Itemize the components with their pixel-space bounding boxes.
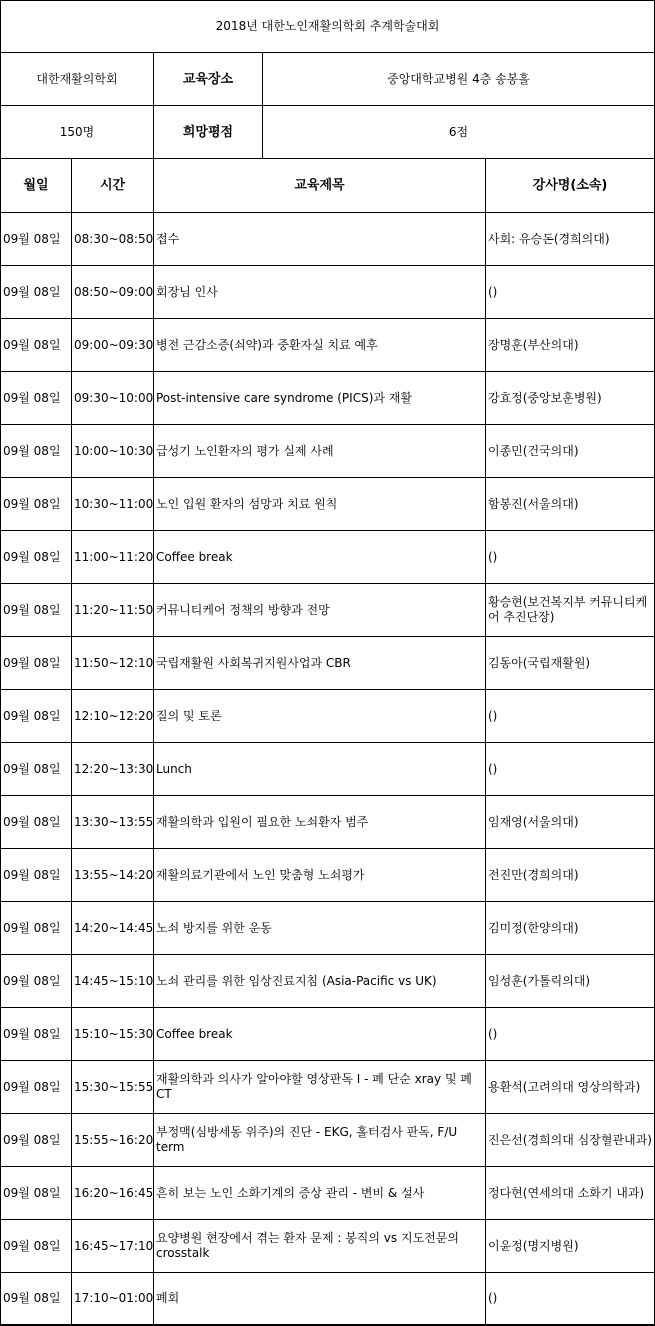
row-speaker: ()	[488, 708, 498, 723]
row-subject: 병전 근감소증(쇠약)과 중환자실 치료 예후	[154, 319, 486, 371]
row-speaker: 함봉진(서울의대)	[488, 496, 579, 511]
capacity-cell: 150명	[1, 106, 154, 158]
row-subject: 재활의학과 입원이 필요한 노쇠환자 범주	[154, 796, 486, 848]
header-time: 시간	[72, 159, 154, 212]
row-subject: Lunch	[154, 743, 486, 795]
row-time: 10:30~11:00	[72, 478, 154, 530]
row-subject: 접수	[154, 213, 486, 265]
row-speaker: 이윤정(명지병원)	[488, 1238, 579, 1253]
table-row	[1, 849, 654, 902]
info-row-venue	[1, 53, 654, 106]
info-row-credit	[1, 106, 654, 159]
row-date: 09월 08일	[1, 1220, 72, 1272]
header-date: 월일	[1, 159, 72, 212]
document-title: 2018년 대한노인재활의학회 추계학술대회	[215, 19, 440, 33]
table-row	[1, 743, 654, 796]
row-date: 09월 08일	[1, 743, 72, 795]
table-row	[1, 637, 654, 690]
row-date: 09월 08일	[1, 796, 72, 848]
row-date: 09월 08일	[1, 955, 72, 1007]
row-subject: 회장님 인사	[154, 266, 486, 318]
row-subject: Coffee break	[154, 1008, 486, 1060]
table-row	[1, 955, 654, 1008]
row-date: 09월 08일	[1, 637, 72, 689]
row-subject: 노쇠 방지를 위한 운동	[154, 902, 486, 954]
table-row	[1, 1220, 654, 1273]
row-time: 09:30~10:00	[72, 372, 154, 424]
row-subject: 노쇠 관리를 위한 임상진료지침 (Asia-Pacific vs UK)	[154, 955, 486, 1007]
row-time: 15:30~15:55	[72, 1061, 154, 1113]
row-speaker: 정다현(연세의대 소화기 내과)	[488, 1185, 645, 1200]
row-speaker: 장명훈(부산의대)	[488, 337, 579, 352]
row-speaker: ()	[488, 1026, 498, 1041]
row-subject: Coffee break	[154, 531, 486, 583]
table-row	[1, 319, 654, 372]
row-time: 13:55~14:20	[72, 849, 154, 901]
row-speaker: 김미정(한양의대)	[488, 920, 579, 935]
row-date: 09월 08일	[1, 1114, 72, 1166]
row-subject: 커뮤니티케어 정책의 방향과 전망	[154, 584, 486, 636]
table-row	[1, 796, 654, 849]
row-time: 11:20~11:50	[72, 584, 154, 636]
row-subject: 재활의료기관에서 노인 맞춤형 노쇠평가	[154, 849, 486, 901]
row-date: 09월 08일	[1, 849, 72, 901]
row-date: 09월 08일	[1, 478, 72, 530]
row-speaker: 사회: 유승돈(경희의대)	[488, 231, 610, 246]
row-date: 09월 08일	[1, 902, 72, 954]
row-speaker: 이종민(건국의대)	[488, 443, 579, 458]
row-time: 12:20~13:30	[72, 743, 154, 795]
credit-label: 희망평점	[154, 106, 263, 158]
row-time: 08:50~09:00	[72, 266, 154, 318]
row-date: 09월 08일	[1, 584, 72, 636]
venue-value: 중앙대학교병원 4층 송봉홀	[387, 71, 530, 86]
row-date: 09월 08일	[1, 1008, 72, 1060]
title-row	[1, 1, 654, 53]
row-date: 09월 08일	[1, 1061, 72, 1113]
table-row	[1, 531, 654, 584]
row-time: 17:10~01:00	[72, 1273, 154, 1324]
table-row	[1, 584, 654, 637]
row-time: 11:50~12:10	[72, 637, 154, 689]
row-time: 09:00~09:30	[72, 319, 154, 371]
row-subject: 폐회	[154, 1273, 486, 1324]
table-row	[1, 478, 654, 531]
table-row	[1, 372, 654, 425]
row-speaker: 황승현(보건복지부 커뮤니티케어 추진단장)	[488, 595, 648, 624]
row-subject: 노인 입원 환자의 섬망과 치료 원칙	[154, 478, 486, 530]
row-subject: 흔히 보는 노인 소화기계의 증상 관리 - 변비 & 설사	[154, 1167, 486, 1219]
row-speaker: 전진만(경희의대)	[488, 867, 579, 882]
row-time: 16:45~17:10	[72, 1220, 154, 1272]
table-row	[1, 690, 654, 743]
credit-value: 6점	[448, 124, 469, 139]
row-time: 10:00~10:30	[72, 425, 154, 477]
header-speaker: 강사명(소속)	[532, 178, 608, 193]
row-speaker: 김동아(국립재활원)	[488, 655, 591, 670]
organizer-cell: 대한재활의학회	[1, 53, 154, 105]
row-speaker: 강효정(중앙보훈병원)	[488, 390, 602, 405]
row-subject: 부정맥(심방세동 위주)의 진단 - EKG, 홀터검사 판독, F/U term	[154, 1114, 486, 1166]
row-speaker: 임성훈(가톨릭의대)	[488, 973, 591, 988]
table-row	[1, 1273, 654, 1325]
row-subject: 국립재활원 사회복귀지원사업과 CBR	[154, 637, 486, 689]
table-row	[1, 1061, 654, 1114]
row-time: 15:10~15:30	[72, 1008, 154, 1060]
row-subject: 급성기 노인환자의 평가 실제 사례	[154, 425, 486, 477]
table-row	[1, 902, 654, 955]
row-date: 09월 08일	[1, 213, 72, 265]
row-date: 09월 08일	[1, 1167, 72, 1219]
table-row	[1, 1008, 654, 1061]
row-subject: 재활의학과 의사가 알아야할 영상판독 I - 폐 단순 xray 및 폐 CT	[154, 1061, 486, 1113]
table-row	[1, 425, 654, 478]
table-header-row	[1, 159, 654, 213]
row-speaker: ()	[488, 761, 498, 776]
row-date: 09월 08일	[1, 690, 72, 742]
header-subject: 교육제목	[154, 159, 486, 212]
row-speaker: 진은선(경희의대 심장혈관내과)	[488, 1132, 652, 1147]
row-subject: Post-intensive care syndrome (PICS)과 재활	[154, 372, 486, 424]
venue-label: 교육장소	[154, 53, 263, 105]
row-speaker: ()	[488, 284, 498, 299]
row-time: 08:30~08:50	[72, 213, 154, 265]
row-time: 11:00~11:20	[72, 531, 154, 583]
row-subject: 요양병원 현장에서 겪는 환자 문제 : 봉직의 vs 지도전문의 crosstalk	[154, 1220, 486, 1272]
table-row	[1, 1167, 654, 1220]
row-date: 09월 08일	[1, 531, 72, 583]
row-time: 16:20~16:45	[72, 1167, 154, 1219]
row-time: 14:45~15:10	[72, 955, 154, 1007]
row-date: 09월 08일	[1, 425, 72, 477]
table-row	[1, 213, 654, 266]
row-time: 14:20~14:45	[72, 902, 154, 954]
row-date: 09월 08일	[1, 372, 72, 424]
row-speaker: 임재영(서울의대)	[488, 814, 579, 829]
row-date: 09월 08일	[1, 1273, 72, 1324]
row-speaker: 용환석(고려의대 영상의학과)	[488, 1079, 641, 1094]
row-time: 13:30~13:55	[72, 796, 154, 848]
row-time: 15:55~16:20	[72, 1114, 154, 1166]
row-subject: 질의 및 토론	[154, 690, 486, 742]
row-speaker: ()	[488, 1291, 498, 1305]
row-speaker: ()	[488, 549, 498, 564]
table-row	[1, 266, 654, 319]
table-row	[1, 1114, 654, 1167]
row-date: 09월 08일	[1, 266, 72, 318]
row-time: 12:10~12:20	[72, 690, 154, 742]
row-date: 09월 08일	[1, 319, 72, 371]
